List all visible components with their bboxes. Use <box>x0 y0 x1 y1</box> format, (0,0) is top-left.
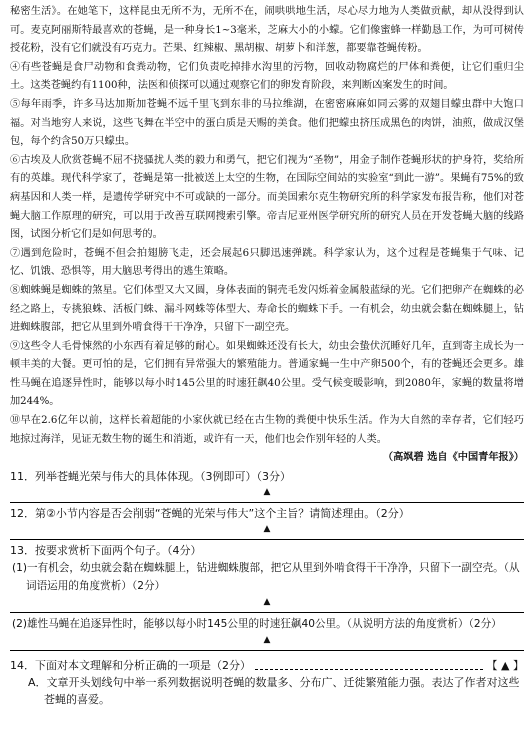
question-12: 12．第②小节内容是否会削弱“苍蝇的光荣与伟大”这个主旨？请简述理由。（2分） <box>10 506 410 520</box>
passage-source: （高飒碧 选自《中国青年报》） <box>382 452 524 464</box>
passage-paragraph-10: ⑩早在2.6亿年以前，这样长着超能的小家伙就已经在古生物的粪便中快乐生活。作为大自然的幸存者，它们轻巧地掠过海洋，见证无数生物的诞生和消逝，或许有一天，他们也会作别年轻的人类。 <box>10 415 524 445</box>
question-11: 11．列举苍蝇光荣与伟大的具体体现。（3例即可）（3分） <box>10 469 291 483</box>
question-13-part-1: (1)一有机会，幼虫就会黏在蜘蛛腿上，钻进蜘蛛腹部，把它从里到外啃食得干干净净，只留下一副空壳。（从词语运用的角度赏析）（2分） <box>12 561 520 592</box>
answer-underline <box>10 502 524 503</box>
answer-line-13-2[interactable] <box>10 633 524 653</box>
answer-line-11[interactable] <box>10 485 524 505</box>
question-14-text: 14．下面对本文理解和分析正确的一项是（2分） <box>10 658 251 672</box>
answer-mark-icon: ▲ <box>263 596 271 607</box>
dotted-leader <box>255 661 483 670</box>
reading-passage <box>10 3 524 468</box>
answer-line-12[interactable] <box>10 522 524 542</box>
answer-underline <box>10 612 524 613</box>
passage-paragraph-9: ⑨这些令人毛骨悚然的小东西有着足够的耐心。如果蜘蛛还没有长大，幼虫会蛰伏沉睡好几年，直到寄主成长为一顿丰美的大餐。更可怕的是，它们拥有异常强大的繁殖能力。普通家蝇一生中产卵500个，有的苍蝇还会更多。雄性马蝇在追逐异性时，能够以每小时145公里的时速狂飙40公里。受气候变暖影响，到2080年，家蝇的数量将增加244%。 <box>10 340 524 408</box>
question-13: 13．按要求赏析下面两个句子。（4分） <box>10 543 202 557</box>
answer-mark-icon: ▲ <box>263 634 271 645</box>
question-14 <box>10 657 524 674</box>
passage-paragraph-6: ⑥古埃及人欣赏苍蝇不屈不挠骚扰人类的毅力和勇气，把它们视为“圣物”，用金子制作苍蝇形状的护身符，奖给所有的英雄。现代科学家了，苍蝇是第一批被送上太空的生物，在国际空间站的实验室“到此一游”。果蝇有75%的致病基因和人类一样，是遗传学研究中不可或缺的一部分。而美国索尔克生物研究所的科学家发布报告称，他们对苍蝇大脑工作原理的研究，可以用于改善互联网搜索引擎。帝吉尼亚州医学研究所的研究人员在开发苍蝇大脑的线路图，试图分析它们是如何思考的。 <box>10 154 524 241</box>
answer-bracket[interactable]: 【 ▲ 】 <box>486 658 524 672</box>
passage-paragraph-5: ⑤每年雨季，许多马达加斯加苍蝇不远千里飞到东非的马拉维湖，在密密麻麻如同云雾的双翅目蠓虫群中大饱口福。对当地穷人来说，这些飞舞在半空中的蛋白质是天赐的美食。他们把蠓虫挤压成黑色的肉饼，油煎，做成汉堡包，每个约含50万只蠓虫。 <box>10 98 524 148</box>
passage-paragraph-3: 秘密生活》。在她笔下，这样昆虫无所不为，无所不在，闹哄哄地生活，尽心尽力地为人类做贡献，却从没得到认可。麦克阿丽斯特最喜欢的苍蝇，是一种身长1~3毫米，芝麻大小的小蠓。它们像蜜蜂一样勤恳工作，为可可树传授花粉，没有它们就没有巧克力。芒果、红辣椒、黑胡椒、胡萝卜和洋葱，都要靠苍蝇传粉。 <box>10 6 524 55</box>
answer-underline <box>10 539 524 540</box>
answer-mark-icon: ▲ <box>263 523 271 534</box>
passage-paragraph-4: ④有些苍蝇是食尸动物和食粪动物，它们负责吃掉排水沟里的污物，回收动物腐烂的尸体和粪便，让它们重归尘土。这类苍蝇约有1100种，法医和侦探可以通过观察它们的卵发育阶段，来判断凶案发生的时间。 <box>10 61 524 92</box>
answer-line-13-1[interactable] <box>10 595 524 615</box>
question-13-part-2: (2)雄性马蝇在追逐异性时，能够以每小时145公里的时速狂飙40公里。（从说明方法的角度赏析）（2分） <box>12 617 502 630</box>
answer-mark-icon: ▲ <box>263 486 271 497</box>
passage-paragraph-7: ⑦遇到危险时，苍蝇不但会拍翅膀飞走，还会展起6只脚迅速弹跳。科学家认为，这个过程是苍蝇集于气味、记忆、饥饿、恐惧等，用大脑思考得出的逃生策略。 <box>10 247 524 278</box>
passage-paragraph-8: ⑧蜘蛛蝇是蜘蛛的煞星。它们体型又大又圆，身体表面的铜壳毛发闪烁着金属般蓝绿的光。它们把卵产在蜘蛛的必经之路上，专挑狼蛛、活板门蛛、漏斗网蛛等体型大、寿命长的蜘蛛下手。一有机会，幼虫就会黏在蜘蛛腿上，钻进蜘蛛腹部，把它从里到外啃食得干干净净，只留下一副空壳。 <box>10 284 524 334</box>
question-14-option-a: A．文章开头划线句中举一系列数据说明苍蝇的数量多、分布广、迁徙繁殖能力强。表达了作者对这些苍蝇的喜爱。 <box>28 675 520 706</box>
answer-underline <box>10 650 524 651</box>
